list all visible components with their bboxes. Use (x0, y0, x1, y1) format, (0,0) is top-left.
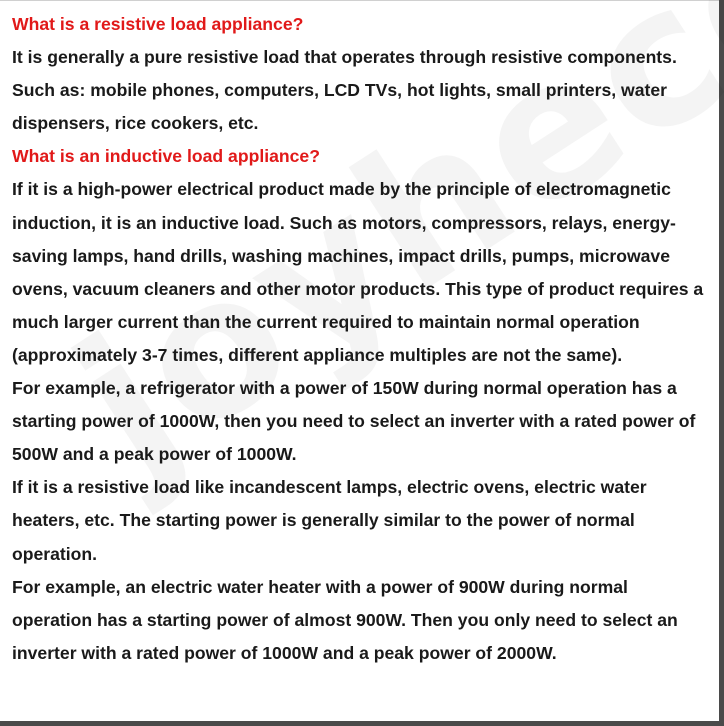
water-heater-example: For example, an electric water heater with a power of 900W during normal operation has a starting power of almost 900W. Then you only need to select an inverter with a rated power of 1000W and a peak power of 2000W. (12, 576, 678, 663)
resistive-load-description: It is generally a pure resistive load that operates through resistive components. Such as: mobile phones, computers, LCD TVs, hot lights, small printers, water dispensers, rice cookers, etc. (12, 47, 677, 134)
resistive-load-heading: What is a resistive load appliance? (12, 14, 304, 34)
inductive-load-description: If it is a high-power electrical product made by the principle of electromagnetic induction, it is an inductive load. Such as motors, compressors, relays, energy-saving lamps, hand drills, washing machines, impact drills, pumps, microwave ovens, vacuum cleaners and other motor products. This type of product requires a much larger current than the current required to maintain normal operation (approximately 3-7 times, different appliance multiples are not the same). (12, 179, 704, 365)
resistive-load-note: If it is a resistive load like incandescent lamps, electric ovens, electric water heaters, etc. The starting power is generally similar to the power of normal operation. (12, 477, 647, 564)
article-content (12, 8, 712, 670)
frame-top-edge (0, 0, 719, 1)
inductive-load-heading: What is an inductive load appliance? (12, 146, 320, 167)
refrigerator-example: For example, a refrigerator with a power of 150W during normal operation has a starting power of 1000W, then you need to select an inverter with a rated power of 500W and a peak power of 1000W. (12, 378, 696, 465)
